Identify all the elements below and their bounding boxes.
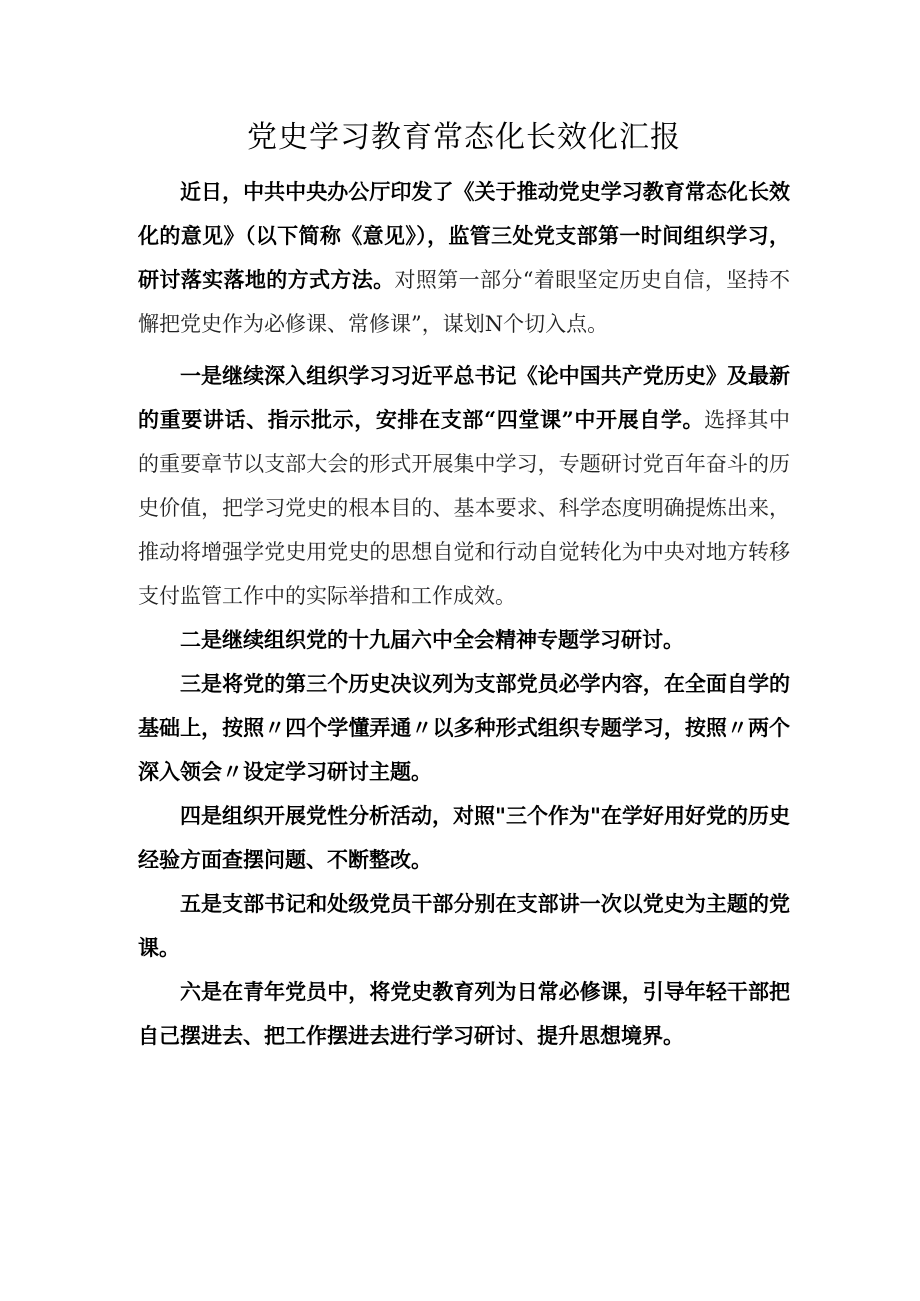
paragraph-point-1 <box>138 354 790 618</box>
paragraph-intro <box>138 170 790 346</box>
paragraph-lead-text: 六是在青年党员中，将党史教育列为日常必修课，引导年轻干部把自己摆进去、把工作摆进去进行学习研讨、提升思想境界。 <box>138 979 790 1048</box>
paragraph-body-text: 对照第一部分“着眼坚定历史自信，坚持不懈把党史作为必修课、常修课”，谋划N个切入点。 <box>138 268 791 336</box>
paragraph-point-3 <box>138 662 790 794</box>
paragraph-point-6 <box>138 970 790 1058</box>
paragraph-lead-text: 近日，中共中央办公厅印发了《关于推动党史学习教育常态化长效化的意见》（以下简称《意见》），监管三处党支部第一时间组织学习，研讨落实落地的方式方法。 <box>138 179 790 292</box>
paragraph-point-5 <box>138 882 790 970</box>
paragraph-point-2 <box>138 618 790 662</box>
paragraph-lead-text: 三是将党的第三个历史决议列为支部党员必学内容，在全面自学的基础上，按照〃四个学懂弄通〃以多种形式组织专题学习，按照〃两个深入领会〃设定学习研讨主题。 <box>138 671 790 784</box>
paragraph-gap <box>138 346 790 354</box>
paragraph-lead-text: 四是组织开展党性分析活动，对照"三个作为"在学好用好党的历史经验方面查摆问题、不断整改。 <box>138 803 790 872</box>
paragraph-lead-text: 一是继续深入组织学习习近平总书记《论中国共产党历史》及最新的重要讲话、指示批示，安排在支部“四堂课”中开展自学。 <box>138 363 790 432</box>
paragraph-body-text: 选择其中的重要章节以支部大会的形式开展集中学习，专题研讨党百年奋斗的历史价值，把学习党史的根本目的、基本要求、科学态度明确提炼出来，推动将增强学党史用党史的思想自觉和行动自觉转化为中央对地方转移支付监管工作中的实际举措和工作成效。 <box>138 408 791 608</box>
paragraph-point-4 <box>138 794 790 882</box>
document-title: 党史学习教育常态化长效化汇报 <box>247 120 681 155</box>
paragraph-lead-text: 五是支部书记和处级党员干部分别在支部讲一次以党史为主题的党课。 <box>138 891 790 960</box>
document-body <box>138 112 790 1058</box>
paragraph-lead-text: 二是继续组织党的十九届六中全会精神专题学习研讨。 <box>180 627 684 652</box>
